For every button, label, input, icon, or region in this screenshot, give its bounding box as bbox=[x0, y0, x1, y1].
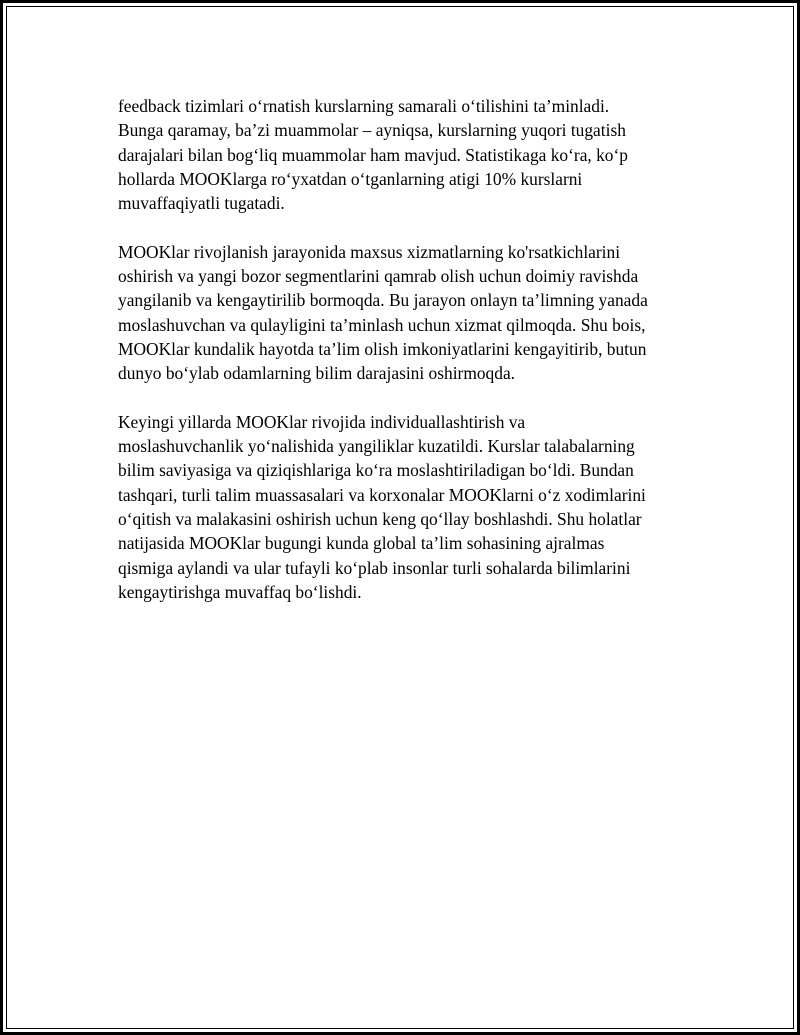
text-line: moslashuvchanlik yo‘nalishida yangiliklar kuzatildi. Kurslar talabalarning bbox=[118, 436, 635, 457]
paragraph-3 bbox=[118, 410, 678, 604]
text-line: o‘qitish va malakasini oshirish uchun keng qo‘llay boshlashdi. Shu holatlar bbox=[118, 509, 642, 530]
text-line: Bunga qaramay, ba’zi muammolar – ayniqsa, kurslarning yuqori tugatish bbox=[118, 120, 626, 141]
text-line: feedback tizimlari o‘rnatish kurslarning samarali o‘tilishini ta’minladi. bbox=[118, 96, 610, 116]
text-line: kengaytirishga muvaffaq bo‘lishdi. bbox=[118, 581, 362, 602]
document-body bbox=[118, 94, 678, 629]
text-line: darajalari bilan bog‘liq muammolar ham mavjud. Statistikaga ko‘ra, ko‘p bbox=[118, 144, 628, 165]
paragraph-1 bbox=[118, 94, 678, 215]
text-line: oshirish va yangi bozor segmentlarini qamrab olish uchun doimiy ravishda bbox=[118, 266, 639, 287]
text-line: MOOKlar kundalik hayotda ta’lim olish imkoniyatlarini kengayitirib, butun bbox=[118, 338, 647, 359]
text-line: Keyingi yillarda MOOKlar rivojida individuallashtirish va bbox=[118, 411, 526, 432]
text-line: natijasida MOOKlar bugungi kunda global ta’lim sohasining ajralmas bbox=[118, 533, 605, 554]
text-line: MOOKlar rivojlanish jarayonida maxsus xizmatlarning ko'rsatkichlarini bbox=[118, 241, 621, 262]
text-line: yangilanib va kengaytirilib bormoqda. Bu jarayon onlayn ta’limning yanada bbox=[118, 290, 648, 311]
text-line: hollarda MOOKlarga ro‘yxatdan o‘tganlarning atigi 10% kurslarni bbox=[118, 168, 583, 189]
text-line: bilim saviyasiga va qiziqishlariga ko‘ra moslashtiriladigan bo‘ldi. Bundan bbox=[118, 460, 634, 481]
paragraph-2 bbox=[118, 240, 678, 386]
text-line: moslashuvchan va qulayligini ta’minlash uchun xizmat qilmoqda. Shu bois, bbox=[118, 314, 646, 335]
text-line: dunyo bo‘ylab odamlarning bilim darajasini oshirmoqda. bbox=[118, 363, 516, 384]
text-line: tashqari, turli talim muassasalari va korxonalar MOOKlarni o‘z xodimlarini bbox=[118, 484, 646, 505]
text-line: qismiga aylandi va ular tufayli ko‘plab insonlar turli sohalarda bilimlarini bbox=[118, 557, 631, 578]
text-line: muvaffaqiyatli tugatadi. bbox=[118, 193, 285, 214]
